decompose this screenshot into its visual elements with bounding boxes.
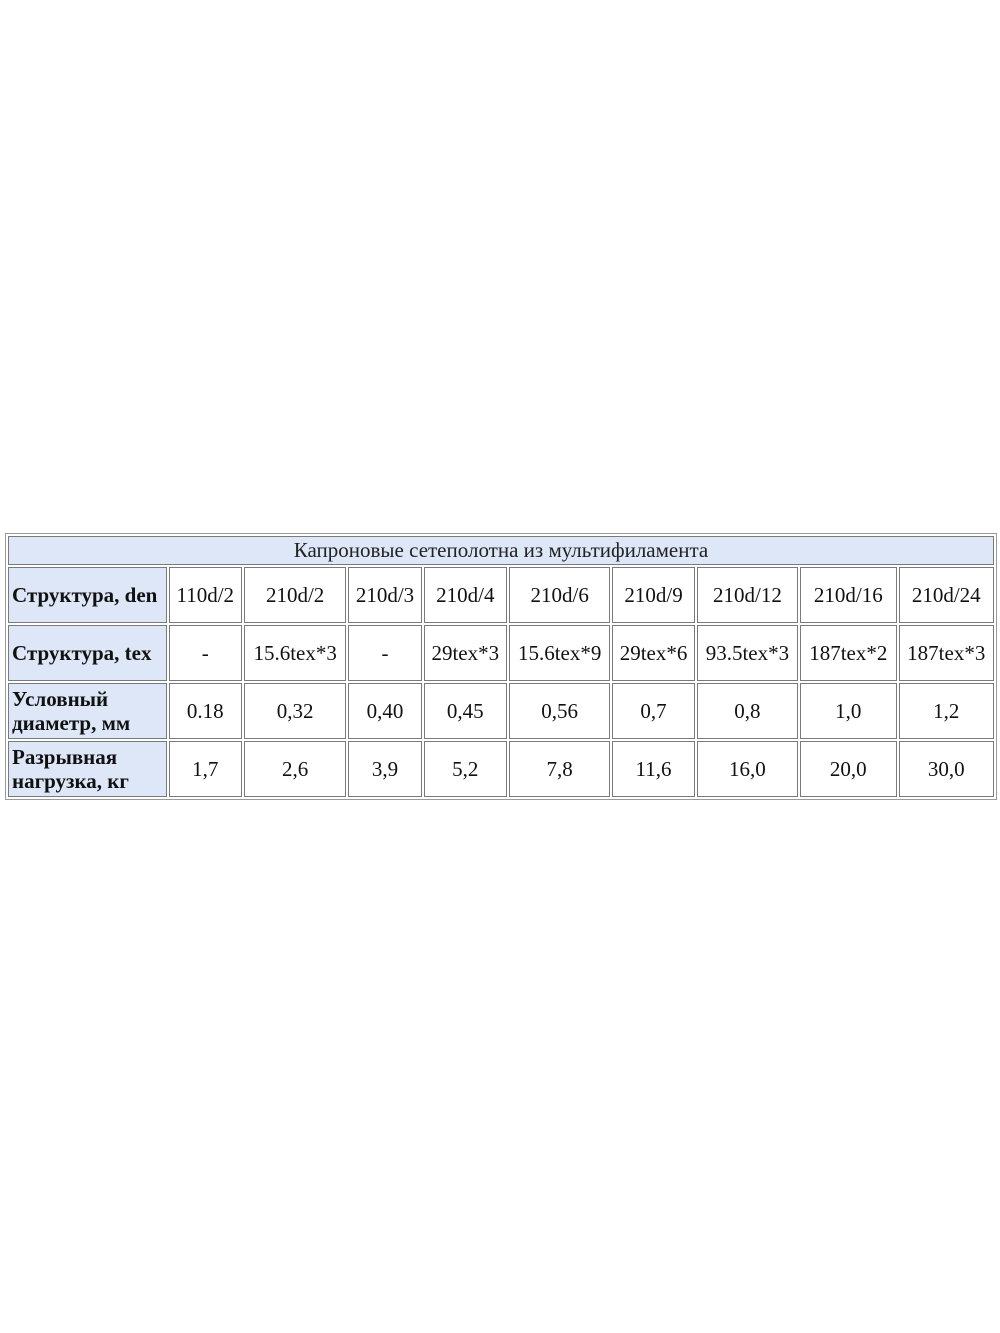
table-row-diameter: [8, 683, 994, 739]
table-cell: 7,8: [509, 741, 610, 797]
row-header: Структура, tex: [8, 625, 167, 681]
table-cell: 210d/9: [612, 567, 694, 623]
table-cell: 2,6: [244, 741, 346, 797]
table-cell: 210d/2: [244, 567, 346, 623]
table-cell: 0,40: [348, 683, 421, 739]
table-cell: 210d/3: [348, 567, 421, 623]
table-cell: 1,0: [800, 683, 896, 739]
table-cell: 210d/6: [509, 567, 610, 623]
table-cell: 0.18: [169, 683, 242, 739]
table-cell: 30,0: [899, 741, 995, 797]
table-cell: 5,2: [424, 741, 507, 797]
table-cell: 210d/16: [800, 567, 896, 623]
spec-table-container: [5, 533, 997, 800]
table-cell: 1,7: [169, 741, 242, 797]
table-cell: 210d/12: [697, 567, 798, 623]
row-header: Разрывная нагрузка, кг: [8, 741, 167, 797]
table-cell: 0,8: [697, 683, 798, 739]
table-cell: 15.6tex*9: [509, 625, 610, 681]
table-cell: 110d/2: [169, 567, 242, 623]
table-cell: 0,7: [612, 683, 694, 739]
table-cell: 1,2: [899, 683, 995, 739]
table-caption: Капроновые сетеполотна из мультифиламента: [8, 536, 994, 565]
table-cell: 93.5tex*3: [697, 625, 798, 681]
table-row-breaking-load: [8, 741, 994, 797]
table-cell: 20,0: [800, 741, 896, 797]
net-spec-table: [5, 533, 997, 800]
table-cell: 187tex*2: [800, 625, 896, 681]
table-cell: 0,32: [244, 683, 346, 739]
table-row-structure-tex: [8, 625, 994, 681]
table-cell: 0,56: [509, 683, 610, 739]
table-cell: 187tex*3: [899, 625, 995, 681]
table-cell: 210d/4: [424, 567, 507, 623]
row-header: Структура, den: [8, 567, 167, 623]
table-cell: 0,45: [424, 683, 507, 739]
table-cell: -: [348, 625, 421, 681]
row-header: Условный диаметр, мм: [8, 683, 167, 739]
table-cell: 210d/24: [899, 567, 995, 623]
table-cell: 29tex*3: [424, 625, 507, 681]
table-cell: 29tex*6: [612, 625, 694, 681]
table-cell: 16,0: [697, 741, 798, 797]
table-cell: 11,6: [612, 741, 694, 797]
table-cell: 3,9: [348, 741, 421, 797]
table-cell: -: [169, 625, 242, 681]
table-row-structure-den: [8, 567, 994, 623]
table-cell: 15.6tex*3: [244, 625, 346, 681]
